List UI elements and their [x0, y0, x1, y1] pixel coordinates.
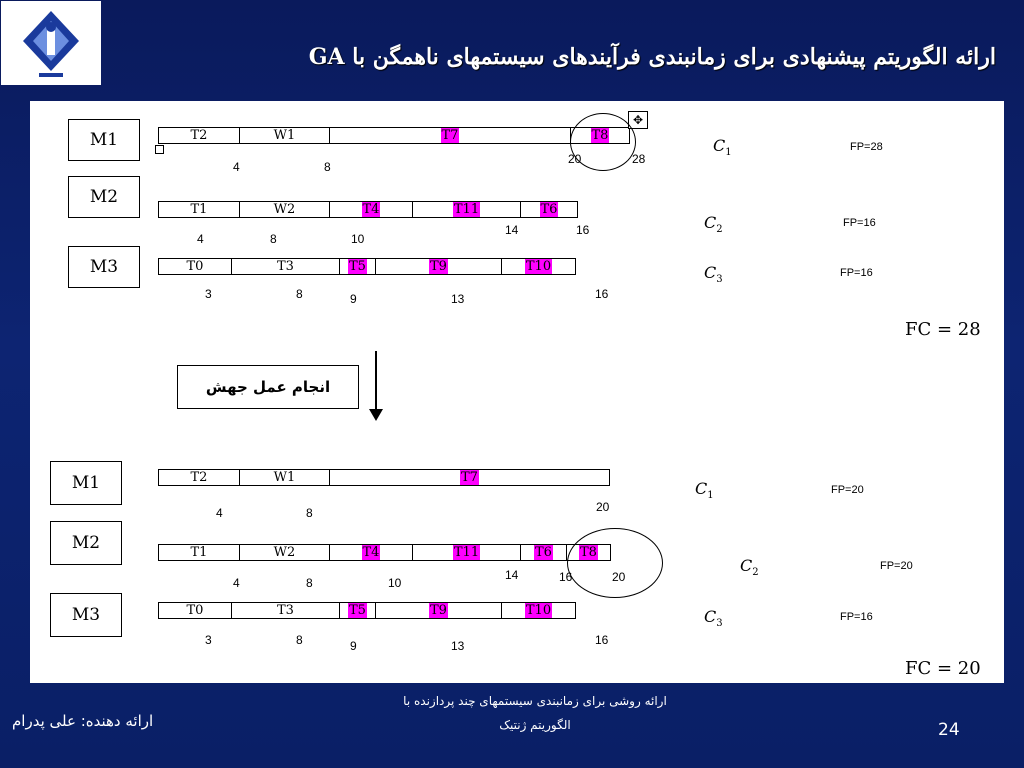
task-cell — [159, 603, 232, 618]
task-cell — [376, 603, 502, 618]
tick-label: 4 — [197, 232, 204, 246]
tick-label: 8 — [324, 160, 331, 174]
task-cell — [521, 202, 577, 217]
machine-label-m3: M3 — [68, 246, 140, 288]
fc-total: FC = 20 — [905, 658, 981, 679]
task-cell — [330, 545, 413, 560]
tick-label: 20 — [612, 570, 626, 584]
tick-label: 20 — [568, 152, 582, 166]
task-cell — [240, 545, 330, 560]
task-bar-m3 — [158, 258, 576, 275]
task-cell — [240, 202, 330, 217]
task-label: T1 — [190, 202, 208, 217]
slide-title: ارائه الگوریتم پیشنهادی برای زمانبندی فرآیندهای سیستمهای ناهمگن با GA — [308, 44, 996, 70]
task-label: T11 — [453, 202, 480, 217]
page-number: 24 — [938, 720, 960, 740]
footer-subtitle-line2: الگوریتم ژنتیک — [499, 718, 571, 732]
tick-label: 14 — [505, 223, 519, 237]
task-label: T2 — [190, 470, 208, 485]
fp-value: FP=28 — [850, 141, 883, 153]
task-label: T10 — [525, 603, 552, 618]
task-cell — [159, 470, 240, 485]
tick-label: 9 — [350, 292, 357, 306]
cost-label-c1: $C_1$ — [695, 479, 714, 502]
task-label: T0 — [186, 259, 204, 274]
tick-label: 3 — [205, 287, 212, 301]
task-label: T9 — [430, 259, 447, 274]
arrow-down-icon — [369, 409, 383, 423]
task-cell — [502, 259, 575, 274]
fp-value: FP=20 — [831, 484, 864, 496]
mutation-operation-box: انجام عمل جهش — [177, 365, 359, 409]
task-label: T8 — [580, 545, 597, 560]
task-cell — [240, 128, 330, 143]
task-cell — [159, 259, 232, 274]
task-label: T6 — [535, 545, 552, 560]
machine-label-m2: M2 — [68, 176, 140, 218]
machine-label-m3: M3 — [50, 593, 122, 637]
task-label: T7 — [441, 128, 459, 143]
task-label: T4 — [362, 545, 380, 560]
task-cell — [159, 545, 240, 560]
task-bar-m2 — [158, 201, 578, 218]
task-label: T4 — [362, 202, 380, 217]
task-cell — [232, 259, 340, 274]
tick-label: 13 — [451, 292, 465, 306]
tick-label: 4 — [233, 160, 240, 174]
cost-label-c1: $C_1$ — [713, 136, 732, 159]
task-label: T5 — [349, 259, 366, 274]
task-cell — [232, 603, 340, 618]
task-label: T10 — [525, 259, 552, 274]
tick-label: 16 — [595, 633, 609, 647]
machine-label-m2: M2 — [50, 521, 122, 565]
fp-value: FP=16 — [840, 267, 873, 279]
tick-label: 16 — [559, 570, 573, 584]
task-cell — [413, 545, 521, 560]
fc-total: FC = 28 — [905, 319, 981, 340]
tick-label: 16 — [595, 287, 609, 301]
task-cell — [340, 603, 376, 618]
tick-label: 13 — [451, 639, 465, 653]
tick-label: 20 — [596, 500, 610, 514]
task-bar-m3 — [158, 602, 576, 619]
task-cell — [376, 259, 502, 274]
task-cell — [159, 128, 240, 143]
cost-label-c2: $C_2$ — [704, 213, 723, 236]
tick-label: 8 — [306, 506, 313, 520]
task-label: W2 — [273, 545, 296, 560]
machine-label-m1: M1 — [68, 119, 140, 161]
task-cell — [240, 470, 330, 485]
task-label: W2 — [273, 202, 296, 217]
task-cell — [330, 470, 609, 485]
task-label: T7 — [461, 470, 478, 485]
task-cell — [340, 259, 376, 274]
task-label: W1 — [273, 128, 296, 143]
tick-label: 10 — [388, 576, 402, 590]
tick-label: 10 — [351, 232, 365, 246]
task-label: T3 — [277, 603, 294, 618]
tick-label: 14 — [505, 568, 519, 582]
tick-label: 8 — [296, 287, 303, 301]
move-handle-icon[interactable]: ✥ — [628, 111, 648, 129]
task-label: T11 — [453, 545, 480, 560]
task-cell — [521, 545, 567, 560]
content-panel — [30, 101, 1004, 683]
task-cell — [330, 128, 571, 143]
task-label: T5 — [349, 603, 366, 618]
task-label: T8 — [591, 128, 609, 143]
tick-label: 28 — [632, 152, 646, 166]
cost-label-c3: $C_3$ — [704, 607, 723, 630]
tick-label: 4 — [216, 506, 223, 520]
task-cell — [159, 202, 240, 217]
resize-handle[interactable] — [155, 145, 164, 154]
tick-label: 3 — [205, 633, 212, 647]
task-label: T2 — [190, 128, 208, 143]
tick-label: 9 — [350, 639, 357, 653]
tick-label: 8 — [296, 633, 303, 647]
tick-label: 8 — [270, 232, 277, 246]
tick-label: 16 — [576, 223, 590, 237]
task-label: T0 — [186, 603, 204, 618]
task-label: T6 — [540, 202, 558, 217]
cost-label-c2: $C_2$ — [740, 556, 759, 579]
presenter-name: ارائه دهنده: علی پدرام — [12, 712, 154, 730]
fp-value: FP=16 — [843, 217, 876, 229]
arrow-shaft — [375, 351, 377, 413]
task-bar-m2 — [158, 544, 611, 561]
task-label: T1 — [190, 545, 208, 560]
machine-label-m1: M1 — [50, 461, 122, 505]
task-cell — [502, 603, 575, 618]
task-label: W1 — [273, 470, 296, 485]
task-bar-m1 — [158, 127, 630, 144]
task-cell — [413, 202, 521, 217]
task-cell — [330, 202, 413, 217]
fp-value: FP=16 — [840, 611, 873, 623]
tick-label: 4 — [233, 576, 240, 590]
task-bar-m1 — [158, 469, 610, 486]
footer-subtitle-line1: ارائه روشی برای زمانبندی سیستمهای چند پردازنده با — [403, 694, 667, 708]
highlight-circle — [567, 528, 663, 598]
task-label: T3 — [277, 259, 294, 274]
task-label: T9 — [430, 603, 447, 618]
tick-label: 8 — [306, 576, 313, 590]
fp-value: FP=20 — [880, 560, 913, 572]
university-emblem-icon — [1, 1, 101, 85]
university-logo — [1, 1, 101, 85]
cost-label-c3: $C_3$ — [704, 263, 723, 286]
